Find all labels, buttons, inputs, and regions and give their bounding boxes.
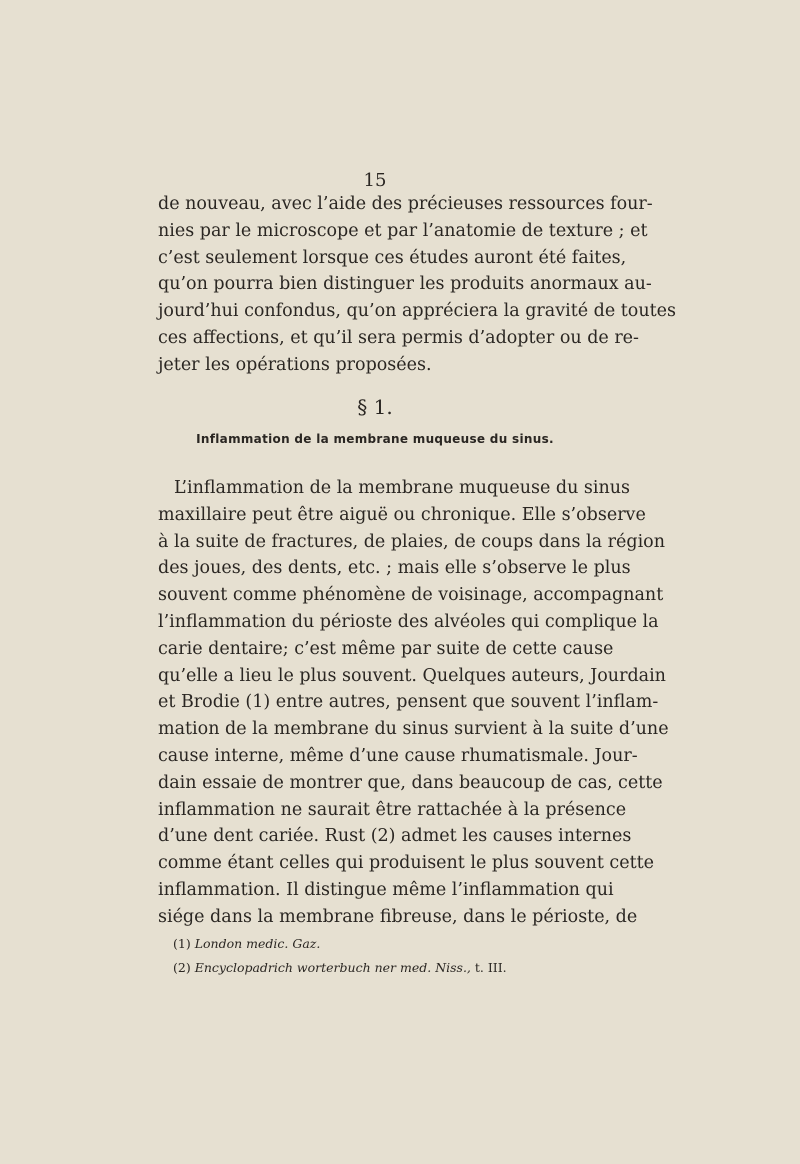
text-line: L’inflammation de la membrane muqueuse du sinus bbox=[174, 478, 631, 498]
text-line: à la suite de fractures, de plaies, de coups dans la région bbox=[158, 531, 665, 552]
text-line: comme étant celles qui produisent le plus souvent cette bbox=[158, 853, 654, 874]
section-title: Inflammation de la membrane muqueuse du sinus. bbox=[196, 432, 554, 446]
footnote bbox=[173, 932, 593, 956]
footnote-text: London medic. Gaz. bbox=[194, 936, 321, 951]
text-line: carie dentaire; c’est même par suite de cette cause bbox=[158, 638, 614, 659]
footnote bbox=[173, 956, 593, 980]
text-line: c’est seulement lorsque ces études auront été faites, bbox=[158, 247, 627, 268]
text-line: maxillaire peut être aiguë ou chronique. Elle s’observe bbox=[158, 504, 646, 525]
text-line: mation de la membrane du sinus survient à la suite d’une bbox=[158, 719, 669, 740]
text-line: nies par le microscope et par l’anatomie de texture ; et bbox=[158, 220, 648, 241]
body-paragraph bbox=[158, 475, 669, 931]
text-line: inflammation ne saurait être rattachée à la présence bbox=[158, 799, 627, 820]
text-line: souvent comme phénomène de voisinage, accompagnant bbox=[158, 585, 664, 606]
text-line: des joues, des dents, etc. ; mais elle s’observe le plus bbox=[158, 558, 631, 579]
text-line: d’une dent cariée. Rust (2) admet les causes internes bbox=[158, 826, 632, 847]
footnote-suffix: t. III. bbox=[470, 960, 507, 975]
footnotes bbox=[173, 932, 593, 980]
text-line: ces affections, et qu’il sera permis d’adopter ou de re- bbox=[158, 327, 639, 348]
text-line: dain essaie de montrer que, dans beaucoup de cas, cette bbox=[158, 772, 663, 793]
intro-paragraph bbox=[158, 191, 676, 379]
text-line: siége dans la membrane fibreuse, dans le périoste, de bbox=[158, 906, 638, 927]
text-line: qu’on pourra bien distinguer les produits anormaux au- bbox=[158, 274, 652, 295]
footnote-text: Encyclopadrich worterbuch ner med. Niss., bbox=[194, 960, 471, 975]
text-line: jeter les opérations proposées. bbox=[158, 354, 432, 375]
section-number: § 1. bbox=[357, 395, 393, 419]
footnote-marker: (2) bbox=[173, 960, 191, 975]
text-line: qu’elle a lieu le plus souvent. Quelques auteurs, Jourdain bbox=[158, 665, 666, 686]
text-line: cause interne, même d’une cause rhumatismale. Jour- bbox=[158, 745, 638, 766]
text-line: l’inflammation du périoste des alvéoles qui complique la bbox=[158, 611, 659, 632]
footnote-marker: (1) bbox=[173, 936, 191, 951]
text-line: inflammation. Il distingue même l’inflammation qui bbox=[158, 879, 614, 900]
text-line: jourd’hui confondus, qu’on appréciera la gravité de toutes bbox=[158, 301, 676, 322]
text-line: de nouveau, avec l’aide des précieuses ressources four- bbox=[158, 194, 653, 214]
text-line: et Brodie (1) entre autres, pensent que souvent l’inflam- bbox=[158, 692, 659, 713]
page-number: 15 bbox=[363, 170, 387, 191]
